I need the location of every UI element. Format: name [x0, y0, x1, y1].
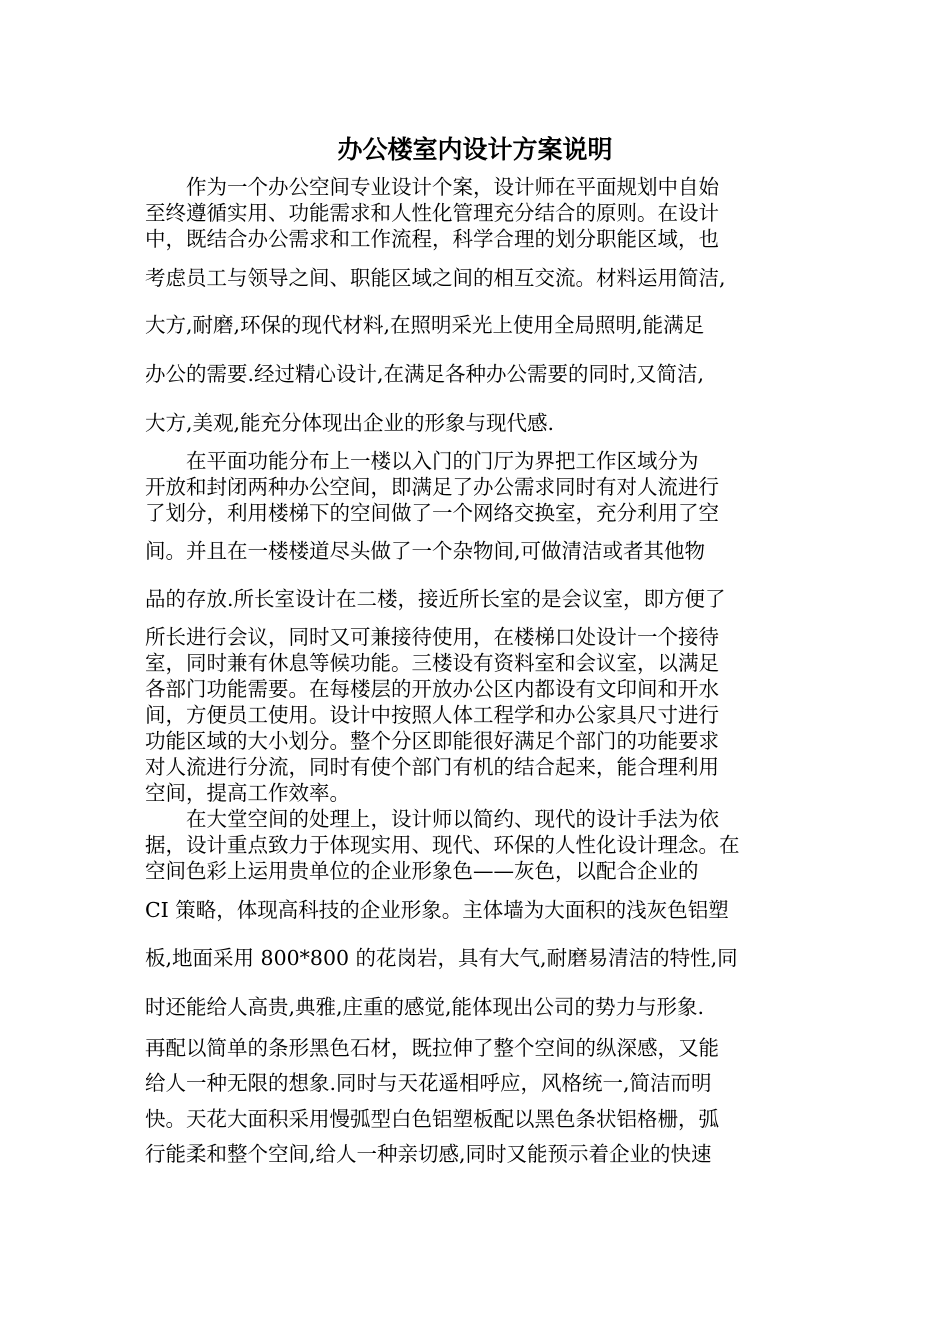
paragraph-line: 开放和封闭两种办公空间，即满足了办公需求同时有对人流进行	[145, 475, 719, 499]
paragraph-line: 在大堂空间的处理上，设计师以简约、现代的设计手法为依	[186, 807, 719, 831]
paragraph-line: 给人一种无限的想象.同时与天花遥相呼应，风格统一,简洁而明	[145, 1071, 712, 1095]
paragraph-line: 间。并且在一楼楼道尽头做了一个杂物间,可做清洁或者其他物	[145, 539, 706, 563]
paragraph-line: 各部门功能需要。在每楼层的开放办公区内都设有文印间和开水	[145, 677, 719, 701]
paragraph-line: 办公的需要.经过精心设计,在满足各种办公需要的同时,又简洁,	[145, 362, 705, 386]
document-title: 办公楼室内设计方案说明	[337, 135, 613, 164]
paragraph-line: 作为一个办公空间专业设计个案，设计师在平面规划中自始	[186, 175, 719, 199]
paragraph-line: 间，方便员工使用。设计中按照人体工程学和办公家具尺寸进行	[145, 703, 719, 727]
paragraph-line: 了划分，利用楼梯下的空间做了一个网络交换室，充分利用了空	[145, 501, 719, 525]
paragraph-line: 室，同时兼有休息等候功能。三楼设有资料室和会议室，以满足	[145, 651, 719, 675]
paragraph-line: 再配以简单的条形黑色石材，既拉伸了整个空间的纵深感，又能	[145, 1036, 719, 1060]
paragraph-line: 中，既结合办公需求和工作流程，科学合理的划分职能区域，也	[145, 227, 719, 251]
paragraph-line: 板,地面采用 800*800 的花岗岩，具有大气,耐磨易清洁的特性,同	[145, 946, 738, 970]
paragraph-line: 大方,美观,能充分体现出企业的形象与现代感.	[145, 411, 555, 435]
paragraph-line: 快。天花大面积采用慢弧型白色铝塑板配以黑色条状铝格栅，弧	[145, 1107, 719, 1131]
paragraph-line: 功能区域的大小划分。整个分区即能很好满足个部门的功能要求	[145, 729, 719, 753]
paragraph-line: CI 策略，体现高科技的企业形象。主体墙为大面积的浅灰色铝塑	[145, 898, 729, 922]
paragraph-line: 至终遵循实用、功能需求和人性化管理充分结合的原则。在设计	[145, 201, 719, 225]
paragraph-line: 在平面功能分布上一楼以入门的门厅为界把工作区域分为	[186, 449, 699, 473]
paragraph-line: 行能柔和整个空间,给人一种亲切感,同时又能预示着企业的快速	[145, 1142, 712, 1166]
paragraph-line: 空间色彩上运用贵单位的企业形象色——灰色，以配合企业的	[145, 859, 699, 883]
paragraph-line: 大方,耐磨,环保的现代材料,在照明采光上使用全局照明,能满足	[145, 313, 705, 337]
paragraph-line: 空间，提高工作效率。	[145, 781, 350, 805]
paragraph-line: 对人流进行分流，同时有使个部门有机的结合起来，能合理利用	[145, 755, 719, 779]
paragraph-line: 据，设计重点致力于体现实用、现代、环保的人性化设计理念。在	[145, 833, 740, 857]
paragraph-line: 考虑员工与领导之间、职能区域之间的相互交流。材料运用简洁,	[145, 266, 726, 290]
paragraph-line: 所长进行会议，同时又可兼接待使用，在楼梯口处设计一个接待	[145, 625, 719, 649]
paragraph-line: 品的存放.所长室设计在二楼，接近所长室的是会议室，即方便了	[145, 587, 726, 611]
paragraph-line: 时还能给人高贵,典雅,庄重的感觉,能体现出公司的势力与形象.	[145, 995, 705, 1019]
